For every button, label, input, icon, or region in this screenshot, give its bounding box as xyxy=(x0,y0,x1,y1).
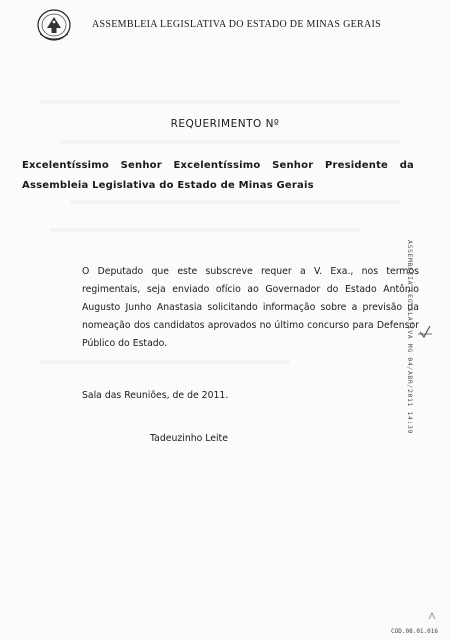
protocol-stamp: ASSEMBLEIA LEGISLATIVA MG 04/ABR/2011 14:39 xyxy=(406,240,414,435)
stamp-checkmark-icon xyxy=(418,324,432,340)
place-date-line: Sala das Reuniões, de de 2011. xyxy=(82,390,229,401)
show-through-line xyxy=(50,228,360,232)
document-heading: REQUERIMENTO Nº xyxy=(170,118,280,130)
show-through-line xyxy=(40,100,400,104)
request-paragraph: O Deputado que este subscreve requer a V. Exa., nos termos regimentais, seja enviado ofício ao Governador do Estado Antônio Augusto Junho Anastasia solicitando informação sobre a previsão da nomeação dos candidatos aprovados no último concurso para Defensor Público do Estado. xyxy=(82,266,419,349)
addressee: Excelentíssimo Senhor Excelentíssimo Senhor Presidente da Assembleia Legislativa do Estado de Minas Gerais xyxy=(22,160,414,191)
institution-title: ASSEMBLEIA LEGISLATIVA DO ESTADO DE MINAS GERAIS xyxy=(92,19,381,30)
show-through-line xyxy=(40,360,290,364)
coat-of-arms-icon xyxy=(36,8,72,42)
show-through-line xyxy=(70,200,400,204)
show-through-line xyxy=(60,140,400,144)
signer-name: Tadeuzinho Leite xyxy=(150,433,228,444)
form-code: COD.08.01.016 xyxy=(391,628,438,635)
scan-mark-icon xyxy=(428,612,436,620)
request-body xyxy=(82,263,419,353)
